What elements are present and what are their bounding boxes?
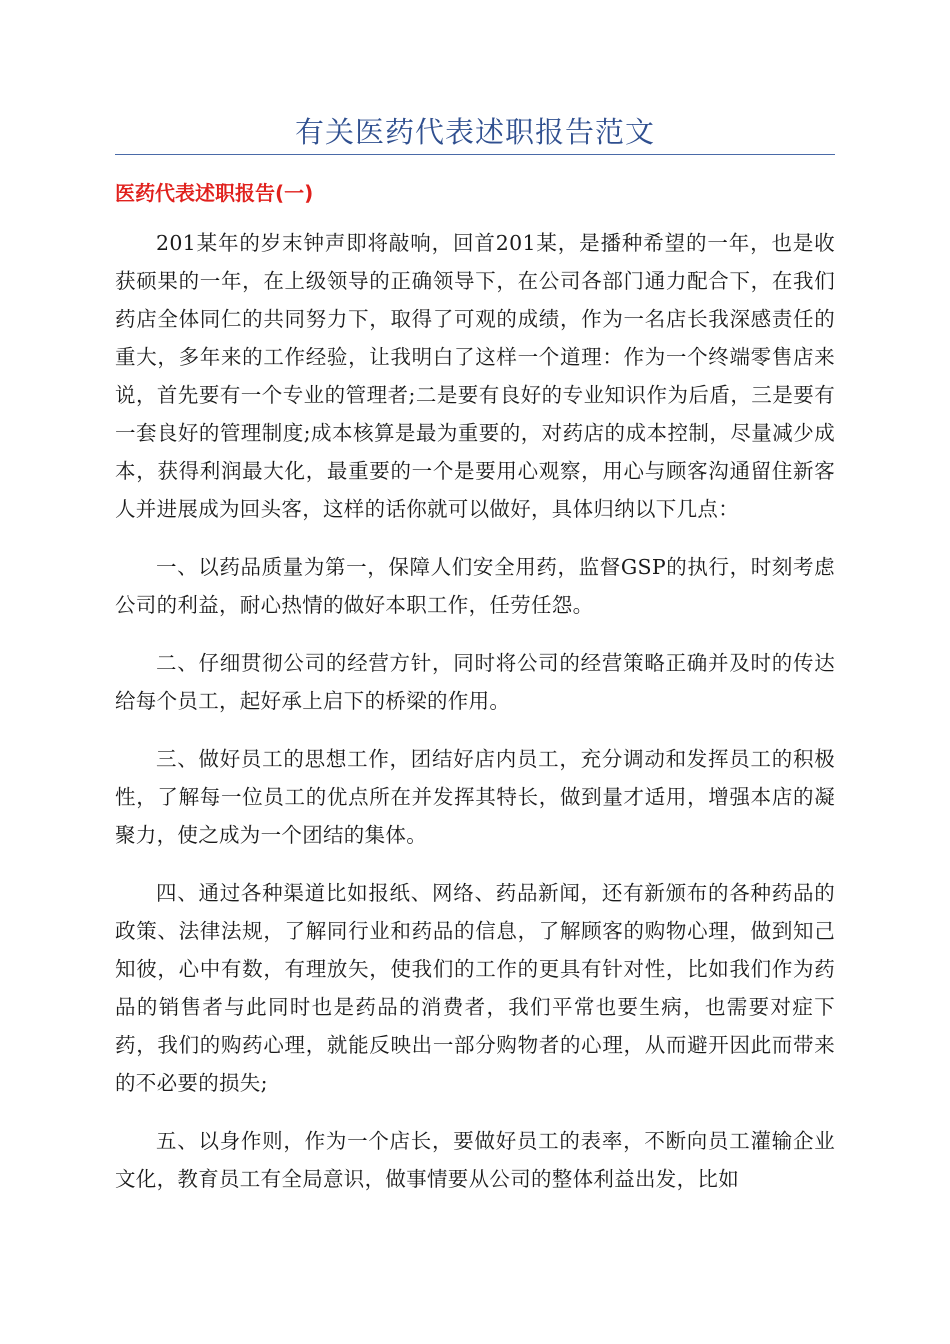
paragraph-point-5: 五、以身作则，作为一个店长，要做好员工的表率，不断向员工灌输企业文化，教育员工有全局意识，做事情要从公司的整体利益出发，比如 <box>115 1129 835 1191</box>
paragraph-intro: 201某年的岁末钟声即将敲响，回首201某，是播种希望的一年，也是收获硕果的一年，在上级领导的正确领导下，在公司各部门通力配合下，在我们药店全体同仁的共同努力下，取得了可观的成绩，作为一名店长我深感责任的重大，多年来的工作经验，让我明白了这样一个道理：作为一个终端零售店来说，首先要有一个专业的管理者;二是要有良好的专业知识作为后盾，三是要有一套良好的管理制度;成本核算是最为重要的，对药店的成本控制，尽量减少成本，获得利润最大化，最重要的一个是要用心观察，用心与顾客沟通留住新客人并进展成为回头客，这样的话你就可以做好，具体归纳以下几点： <box>115 231 835 521</box>
document-body <box>115 224 835 1218</box>
paragraph-point-3: 三、做好员工的思想工作，团结好店内员工，充分调动和发挥员工的积极性，了解每一位员工的优点所在并发挥其特长，做到量才适用，增强本店的凝聚力，使之成为一个团结的集体。 <box>115 747 835 847</box>
paragraph-point-4: 四、通过各种渠道比如报纸、网络、药品新闻，还有新颁布的各种药品的政策、法律法规，了解同行业和药品的信息，了解顾客的购物心理，做到知己知彼，心中有数，有理放矢，使我们的工作的更具有针对性，比如我们作为药品的销售者与此同时也是药品的消费者，我们平常也要生病，也需要对症下药，我们的购药心理，就能反映出一部分购物者的心理，从而避开因此而带来的不必要的损失; <box>115 881 835 1095</box>
section-heading: 医药代表述职报告(一) <box>115 181 314 205</box>
document-title: 有关医药代表述职报告范文 <box>294 115 655 149</box>
title-underline <box>115 154 835 155</box>
paragraph-point-2: 二、仔细贯彻公司的经营方针，同时将公司的经营策略正确并及时的传达给每个员工，起好承上启下的桥梁的作用。 <box>115 651 835 713</box>
paragraph-point-1: 一、以药品质量为第一，保障人们安全用药，监督GSP的执行，时刻考虑公司的利益，耐心热情的做好本职工作，任劳任怨。 <box>115 555 835 617</box>
